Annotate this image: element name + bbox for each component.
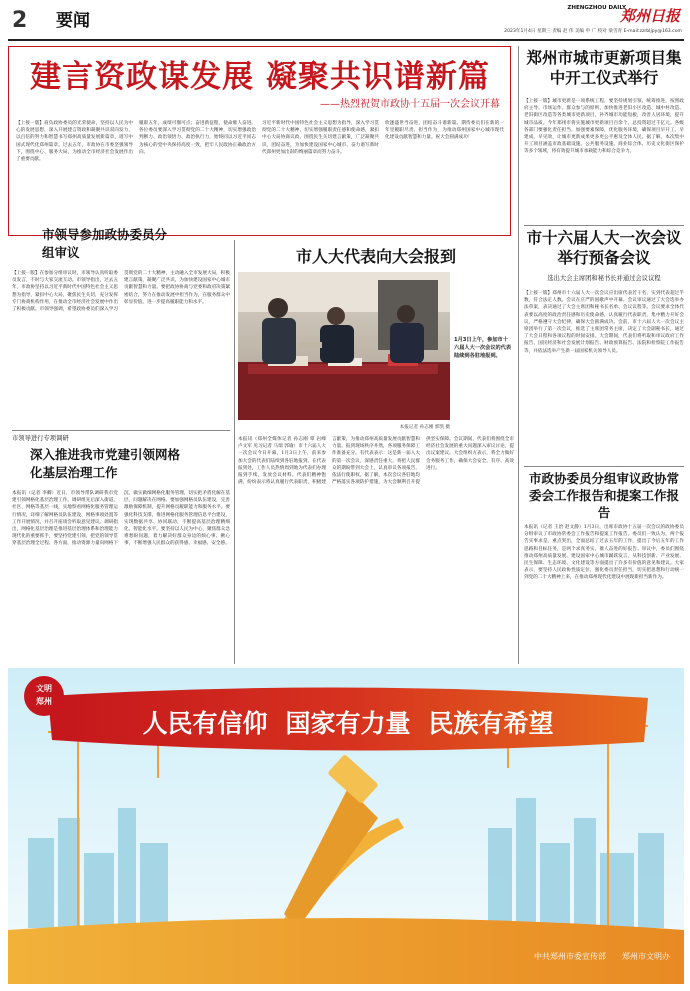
cppcc-review-title: 市政协委员分组审议政协常委会工作报告和提案工作报告 bbox=[528, 471, 679, 520]
lead-column-1: 【上接一版】肩负政协委员的光荣使命，坚持以人民为中心的发展思想，深入开展建言资政和凝聚共识双向发力，以百倍的努力和智慧书写郑州高质量发展新篇章，谱写中国式现代化郑州篇章。过去五年，市政协在市委坚强领导下，围绕中心、服务大局，为推动全市经济社会发展作出了重要贡献。 bbox=[16, 121, 133, 163]
badge-line-1: 文明 bbox=[36, 684, 52, 693]
right-rule-1 bbox=[524, 225, 684, 226]
npc-prep-title: 市十六届人大一次会议举行预备会议 bbox=[526, 229, 682, 267]
lead-subtitle: ——热烈祝贺市政协十五届一次会议开幕 bbox=[320, 99, 500, 110]
banner-slogan bbox=[48, 700, 648, 748]
deputies-body: 本报讯（郑州全媒体记者 孙志刚 覃 岩峰 卢文军 见习记者 马瑞 郭瑜）市十六届人大一次会议今日开幕，1月3日上午，前来参加大会的代表们陆续到各驻地报到。在代表报到处，工作人员热情周到地为代表们办理报到手续，发放会议材料。代表们精神饱满，纷纷表示将认真履行代表职责，积极建言献策，为推动郑州高质量发展贡献智慧和力量。报到现场秩序井然，各项服务保障工作准备充分。有代表表示：这是新一届人大的第一次会议，深感责任重大，将把人民群众的期盼带到大会上，认真审议各项报告，依法行使职权。据了解，本次会议各驻地均严格落实各项防护措施，为大会顺利召开提供坚实保障。会议期间，代表们将围绕全市经济社会发展的重大问题深入审议讨论，提出议案建议。大会组织方表示，将全力做好会务服务工作，确保大会安全、有序、高效进行。 bbox=[238, 437, 514, 486]
npc-prep-subtitle: 选出大会主席团和秘书长并通过会议议程 bbox=[547, 275, 661, 282]
masthead bbox=[0, 0, 690, 40]
grid-governance-title: 深入推进我市党建引领网格化基层治理工作 bbox=[30, 447, 181, 480]
banner-footer: 中共郑州市委宣传部 郑州市文明办 bbox=[534, 952, 670, 961]
page-number: 2 bbox=[12, 8, 28, 33]
right-rule-2 bbox=[524, 466, 684, 467]
right-column-divider bbox=[518, 46, 519, 664]
lead-column-4: 欣逢盛世当奋进，团结奋斗谱新篇。期待委员们在新的一年里履职尽责、担当作为，为推动郑州国家中心城市现代化建设贡献智慧和力量。祝大会圆满成功！ bbox=[385, 121, 504, 141]
cppcc-review-body: 本报讯（记者 王治 赵文静）1月3日，出席市政协十五届一次会议的政协委员分组审议了市政协常委会工作报告和提案工作报告。委员们一致认为，两个报告实事求是、重点突出，全面总结了过去五年的工作，提出了今后五年的工作思路和目标任务，是两个求真务实、催人奋进的好报告。审议中，委员们围绕推动郑州高质量发展、建设国家中心城市踊跃发言，从科技创新、产业发展、民生保障、生态环境、文化建设等方面提出了许多有价值的意见和建议。大家表示，要坚持人民政协性质定位，强化委员责任担当，切实把思想和行动统一到党的二十大精神上来，在推动郑州现代化建设中展现新担当新作为。 bbox=[524, 525, 684, 581]
leaders-cppcc-body: 【上接一版】在参加分组审议时，市领导认真听取委员发言，不时与大家交流互动。市领导指出，过去五年，市政协坚持以习近平新时代中国特色社会主义思想为指导，紧扣中心大局，聚焦民生关切，充分发挥专门协商机构作用，在推动全市经济社会发展中作出了积极贡献。市领导强调，希望政协委员们深入学习贯彻党的二十大精神，主动融入全市发展大局，积极建言献策，凝聚广泛共识，为加快建设国家中心城市贡献智慧和力量。要把政协协商与党委和政府决策紧密结合，努力在推动发展中担当作为，在服务群众中彰显价值，进一步提高履职能力和水平。 bbox=[12, 271, 230, 313]
grid-governance-body: 本报讯（记者 李卿）近日，市领导带队调研我市党建引领网格化基层治理工作。调研组先后深入街道、社区、网格等基层一线，实地察看网格化服务管理运行情况，详细了解网格员队伍建设、网格事项处置等工作开展情况，并召开座谈会听取意见建议。调研指出，网格化基层治理是推进基层治理体系和治理能力现代化的重要抓手，要坚持党建引领，把党的领导贯穿基层治理全过程、各方面，推动资源力量向网格下沉，做实做细网格化服务管理，切实把矛盾化解在基层、问题解决在网格。要加强网格员队伍建设，完善激励保障机制，提升网格员履职能力和服务水平。要强化科技支撑，推进网格化服务管理信息平台建设，实现数据共享、协同联动，不断提高基层治理精细化、智能化水平。要坚持以人民为中心，聚焦群众急难愁盼问题，着力解决好群众身边的烦心事、揪心事，不断增强人民群众的获得感、幸福感、安全感。 bbox=[12, 491, 230, 547]
section-name: 要闻 bbox=[56, 11, 90, 31]
npc-prep-body: 【上接一版】郑州市十六届人大一次会议应出席代表若干名，实到代表超过半数，符合法定人数。会议在庄严的国歌声中开幕。会议审议通过了大会选举办法草案，表决通过了大会主席团和秘书长名单、会议议程等。会议要求全体代表要以高度的政治责任感和历史使命感，认真履行代表职责，集中精力开好会议，严格遵守大会纪律，确保大会圆满成功。会前，市十六届人大一次会议主席团举行了第一次会议，推选了主席团常务主席，决定了大会副秘书长，通过了大会日程和各项议程的时间安排。大会期间，代表们将听取和审议政府工作报告、国民经济和社会发展计划报告、财政预算报告、法院和检察院工作报告等，并依法选举产生新一届国家机关领导人员。 bbox=[524, 291, 684, 354]
date-line: 2023年1月4日 星期三 责编 赵 伟 美编 申 广 校对 梁雪青 E-mail:zzrbljpy@163.com bbox=[504, 29, 682, 34]
slogan-part-1: 人民有信仰 bbox=[142, 709, 268, 738]
center-left-divider bbox=[234, 240, 235, 664]
slogan-part-3: 民族有希望 bbox=[428, 709, 554, 738]
slogan-part-2: 国家有力量 bbox=[285, 709, 411, 738]
lead-title: 建言资政谋发展 凝聚共识谱新篇 bbox=[30, 59, 490, 95]
lead-column-2: 履职五年，成绩可圈可点；奋进新征程，使命催人奋进。各位委员要深入学习贯彻党的二十大精神，切实增强政治判断力、政治领悟力、政治执行力，始终同以习近平同志为核心的党中央保持高度一致，把牢人民政协正确政治方向。 bbox=[139, 121, 256, 155]
deputies-photo bbox=[238, 272, 450, 420]
urban-renewal-title: 郑州市城市更新项目集中开工仪式举行 bbox=[526, 49, 682, 87]
photo-caption: 1月3日上午，参加市十六届人大一次会议的代表陆续到各驻地报到。 bbox=[454, 337, 512, 359]
urban-renewal-body: 【上接一版】城市更新是一项系统工程，要坚持规划引领、统筹推进，按照政府主导、市场运作、群众参与的原则，加快推进老旧小区改造、城中村改造、老旧街区改造等各类城市更新项目，补齐城市功能短板，改善人居环境，提升城市品质。今年郑州市将实施城市更新项目百余个，总投资超过千亿元。各级各部门要强化责任担当，加强要素保障，优化服务环境，确保项目早开工、早建成、早见效，让城市更新成果更多更公平惠及全体人民。据了解，本次集中开工项目涵盖市政基础设施、公共服务设施、商业综合体、历史文化街区保护等多个领域，将有效提升城市承载能力和综合竞争力。 bbox=[524, 99, 684, 155]
left-mid-rule bbox=[12, 430, 230, 431]
paper-name-cn: 郑州日报 bbox=[620, 7, 681, 25]
photo-credit: 本报记者 孙志刚 郭凯 摄 bbox=[399, 425, 450, 430]
leaders-cppcc-title: 市领导参加政协委员分组审议 bbox=[42, 227, 168, 260]
deputies-title: 市人大代表向大会报到 bbox=[295, 247, 456, 266]
registration-scene-illustration bbox=[238, 272, 450, 420]
masthead-rule bbox=[8, 39, 684, 41]
grid-governance-kicker: 市领导进行专项调研 bbox=[12, 435, 69, 442]
lead-column-3: 习近平新时代中国特色社会主义思想为指导，深入学习贯彻党的二十大精神，切实增强履职责任感和使命感，紧扣中心大局协商议政，围绕民生关切建言献策，广泛凝聚共识，团结奋进，为加快建设国家中心城市、奋力谱写新时代郑州更加出彩的绚丽篇章而努力奋斗。 bbox=[262, 121, 379, 155]
paper-name-en: ZHENGZHOU DAILY bbox=[567, 5, 626, 11]
badge-line-2: 郑州 bbox=[36, 697, 52, 706]
